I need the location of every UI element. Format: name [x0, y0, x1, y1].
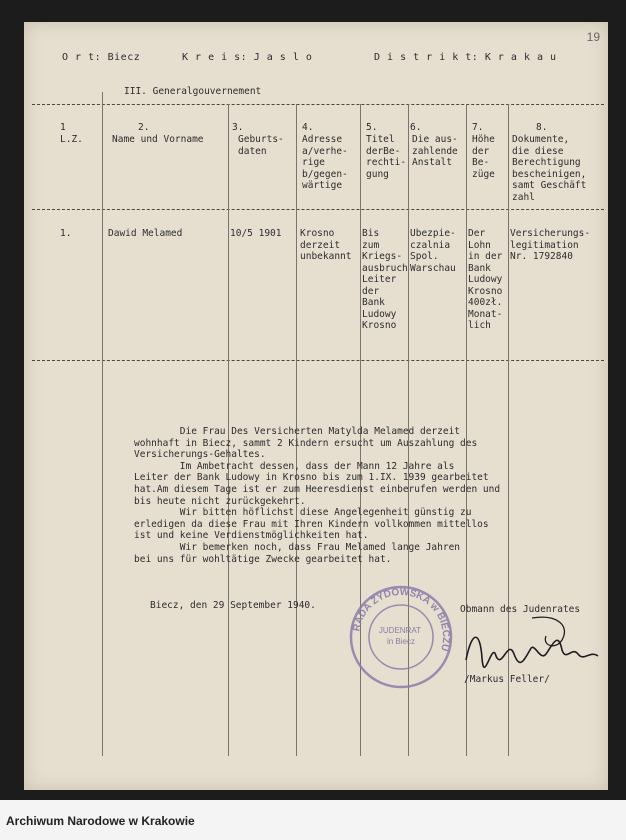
row-rule-bottom [32, 360, 604, 361]
ort-field: O r t: Biecz [62, 52, 141, 63]
row-amount: Der Lohn in der Bank Ludowy Krosno 400zł. Monat- lich [468, 228, 503, 331]
column-header-num: 8. [536, 122, 548, 133]
column-header-num: 3. [232, 122, 244, 133]
column-header-label: Höhe der Be- züge [472, 134, 495, 180]
archive-name: Archiwum Narodowe w Krakowie [6, 814, 195, 828]
column-header-num: 2. [138, 122, 150, 133]
column-header-label: Die aus- zahlende Anstalt [412, 134, 458, 168]
column-header-num: 7. [472, 122, 484, 133]
date-line: Biecz, den 29 September 1940. [150, 600, 316, 611]
row-institution: Ubezpie- czalnia Spol. Warschau [410, 228, 456, 274]
row-address: Krosno derzeit unbekannt [300, 228, 352, 262]
archive-footer [0, 800, 626, 840]
header-rule-bottom [32, 209, 604, 210]
column-header-num: 6. [410, 122, 422, 133]
column-header-num: 1 L.Z. [60, 122, 83, 145]
page-number: 19 [586, 30, 600, 44]
header-rule-top [32, 104, 604, 105]
signatory-name: /Markus Feller/ [464, 674, 550, 685]
column-header-num: 5. [366, 122, 378, 133]
letter-body: Die Frau Des Versicherten Matylda Melamed derzeit wohnhaft in Biecz, sammt 2 Kindern ersucht um Auszahlung des Versicherungs-Gehaltes. Im Ambetracht dessen, dass der Mann 12 Jahre als Leiter der Bank Ludowy in Krosno bis zum 1.IX. 1939 gearbeitet hat.Am diesem Tage ist er zum Heeresdienst einberufen werden und bis heute nicht zurückgekehrt. Wir bitten höflichst diese Angelegenheit günstig zu erledigen da diese Frau mit Ihren Kindern vollkommen mittellos ist und keine Verdienstmöglichkeiten hat. Wir bemerken noch, dass Frau Melamed lange Jahren bei uns für wohltätige Zwecke gearbeitet hat. [134, 426, 501, 565]
row-lz: 1. [60, 228, 72, 239]
row-birth: 10/5 1901 [230, 228, 282, 239]
row-name: Dawid Melamed [108, 228, 183, 239]
column-header-label: Titel derBe- rechti- gung [366, 134, 407, 180]
judenrat-stamp [346, 585, 456, 689]
stamp-center-line: in Biecz [386, 637, 416, 646]
stamp-center-text [379, 626, 423, 646]
row-title: Bis zum Kriegs- ausbruch Leiter der Bank Ludowy Krosno [362, 228, 408, 331]
column-header-label: Adresse a/verhe- rige b/gegen- wärtige [302, 134, 348, 191]
stamp-center-line: JUDENRAT [378, 626, 421, 635]
distrikt-field: D i s t r i k t: K r a k a u [374, 52, 557, 63]
column-header-label: Name und Vorname [112, 134, 204, 145]
column-header-label: Dokumente, die diese Berechtigung bescheinigen, samt Geschäft zahl [512, 134, 587, 203]
government-label: III. Generalgouvernement [124, 86, 262, 97]
kreis-field: K r e i s: J a s l o [182, 52, 313, 63]
column-divider [102, 92, 103, 756]
column-header-label: Geburts- daten [238, 134, 284, 157]
stamp-ring-text: RADA ŻYDOWSKA w BIECZU [351, 586, 452, 653]
handwritten-signature [462, 610, 602, 680]
row-documents: Versicherungs- legitimation Nr. 1792840 [510, 228, 591, 262]
signatory-title: Obmann des Judenrates [460, 604, 581, 615]
column-header-num: 4. [302, 122, 314, 133]
